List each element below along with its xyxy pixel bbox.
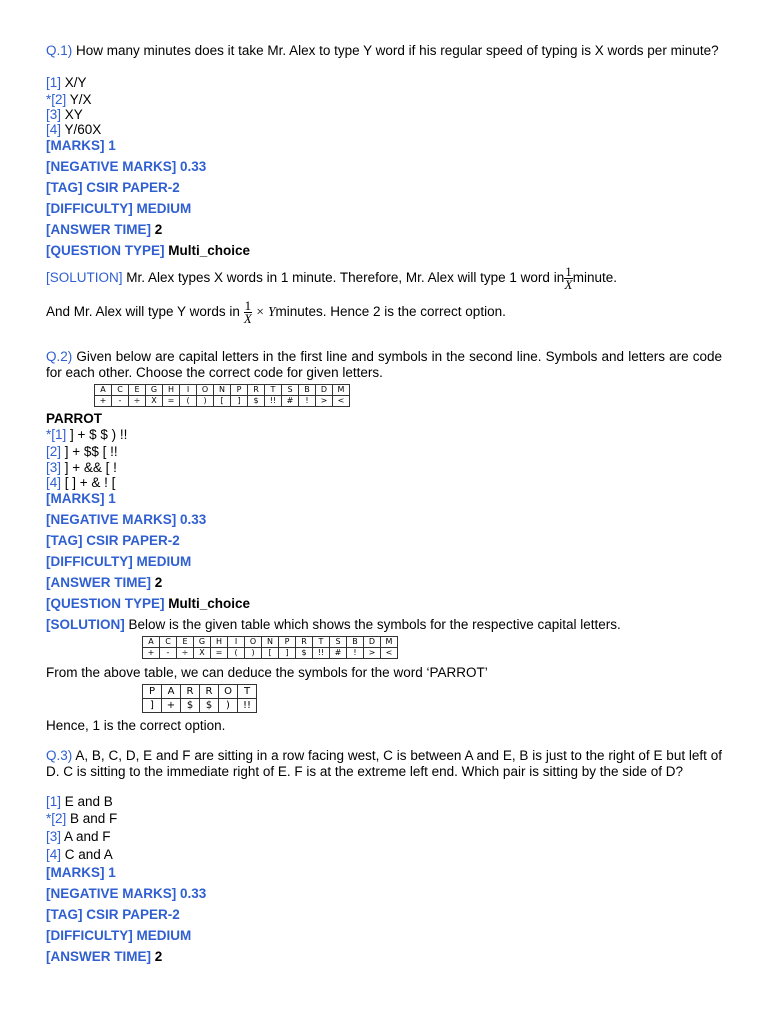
letter-cell: H [163, 385, 180, 396]
symbol-cell: ÷ [177, 648, 194, 659]
q2-solution-code-table [142, 636, 398, 659]
symbol-cell: + [95, 396, 112, 407]
symbol-cell: = [163, 396, 180, 407]
letter-cell: B [347, 637, 364, 648]
parrot-symbol-cell: + [162, 699, 181, 713]
q1-solution-2: And Mr. Alex will type Y words in $\frac{1}{X}$ × Yminutes. Hence 2 is the correct option. [46, 298, 506, 326]
code-symbols-row [95, 396, 350, 407]
q2-parrot-table [142, 684, 257, 713]
letter-cell: S [282, 385, 299, 396]
q2-option-3: [3] ] + && [ ! [46, 460, 117, 475]
q1-option-1: [1] X/Y [46, 75, 87, 90]
letter-cell: A [95, 385, 112, 396]
parrot-letter-cell: O [219, 685, 238, 699]
q3-marks: [MARKS] 1 [46, 865, 116, 880]
symbol-cell: - [112, 396, 129, 407]
letter-cell: C [160, 637, 177, 648]
q1-fraction-2: $\frac{1}{X}$ [243, 298, 252, 326]
symbol-cell: # [330, 648, 347, 659]
q2-option-4: [4] [ ] + & ! [ [46, 475, 116, 490]
letter-cell: P [231, 385, 248, 396]
parrot-letters-row [143, 685, 257, 699]
symbol-cell: X [194, 648, 211, 659]
parrot-symbol-cell: !! [238, 699, 257, 713]
symbol-cell: ÷ [129, 396, 146, 407]
letter-cell: T [265, 385, 282, 396]
symbol-cell: > [364, 648, 381, 659]
q1-question [46, 43, 722, 59]
symbol-cell: ) [245, 648, 262, 659]
q2-number: Q.2) [46, 349, 73, 364]
parrot-letter-cell: P [143, 685, 162, 699]
symbol-cell: !! [313, 648, 330, 659]
symbol-cell: ( [180, 396, 197, 407]
parrot-letter-cell: A [162, 685, 181, 699]
letter-cell: S [330, 637, 347, 648]
symbol-cell: [ [214, 396, 231, 407]
q1-fraction: $\frac{1}{X}$ [564, 264, 573, 292]
letter-cell: E [177, 637, 194, 648]
symbol-cell: ! [299, 396, 316, 407]
letter-cell: M [333, 385, 350, 396]
parrot-letter-cell: R [200, 685, 219, 699]
parrot-letter-cell: T [238, 685, 257, 699]
q2-code-table [94, 384, 350, 407]
letter-cell: B [299, 385, 316, 396]
symbol-cell: !! [265, 396, 282, 407]
q3-negative-marks: [NEGATIVE MARKS] 0.33 [46, 886, 207, 901]
letter-cell: N [262, 637, 279, 648]
letter-cell: E [129, 385, 146, 396]
q3-answer-time: [ANSWER TIME] 2 [46, 949, 163, 964]
q3-option-2: *[2] B and F [46, 811, 118, 826]
q2-deduce: From the above table, we can deduce the symbols for the word ‘PARROT’ [46, 665, 488, 680]
parrot-letter-cell: R [181, 685, 200, 699]
letter-cell: M [381, 637, 398, 648]
symbol-cell: > [316, 396, 333, 407]
letter-cell: P [279, 637, 296, 648]
q1-question-type: [QUESTION TYPE] Multi_choice [46, 243, 251, 258]
symbol-cell: ] [279, 648, 296, 659]
symbol-cell: < [381, 648, 398, 659]
symbol-cell: < [333, 396, 350, 407]
q3-question [46, 748, 722, 780]
q2-option-1: *[1] ] + $ $ ) !! [46, 427, 128, 442]
letter-cell: C [112, 385, 129, 396]
q2-solution: [SOLUTION] Below is the given table which shows the symbols for the respective capital letters. [46, 617, 621, 632]
letter-cell: R [296, 637, 313, 648]
letter-cell: D [364, 637, 381, 648]
symbol-cell: + [143, 648, 160, 659]
q3-number: Q.3) [46, 748, 73, 763]
q1-answer-time: [ANSWER TIME] 2 [46, 222, 163, 237]
parrot-symbol-cell: ] [143, 699, 162, 713]
q2-hence: Hence, 1 is the correct option. [46, 718, 226, 733]
solution-letters-row [143, 637, 398, 648]
q2-question [46, 349, 722, 381]
q3-difficulty: [DIFFICULTY] MEDIUM [46, 928, 192, 943]
solution-symbols-row [143, 648, 398, 659]
q2-question-type: [QUESTION TYPE] Multi_choice [46, 596, 251, 611]
letter-cell: I [228, 637, 245, 648]
symbol-cell: # [282, 396, 299, 407]
q2-option-2: [2] ] + $$ [ !! [46, 444, 118, 459]
symbol-cell: $ [296, 648, 313, 659]
q1-option-4: [4] Y/60X [46, 122, 102, 137]
q1-tag: [TAG] CSIR PAPER-2 [46, 180, 180, 195]
code-letters-row [95, 385, 350, 396]
symbol-cell: $ [248, 396, 265, 407]
q1-negative-marks: [NEGATIVE MARKS] 0.33 [46, 159, 207, 174]
letter-cell: O [197, 385, 214, 396]
letter-cell: G [146, 385, 163, 396]
symbol-cell: X [146, 396, 163, 407]
q2-answer-time: [ANSWER TIME] 2 [46, 575, 163, 590]
letter-cell: I [180, 385, 197, 396]
q3-text: A, B, C, D, E and F are sitting in a row facing west, C is between A and E, B is just to the right of E but left of D. C is sitting to the immediate right of E. F is at the extreme left end. Which pair is sitting by the side of D? [46, 748, 722, 779]
q2-text: Given below are capital letters in the first line and symbols in the second line. Symbols and letters are code for each other. Choose the correct code for given letters. [46, 349, 722, 380]
q1-solution: [SOLUTION] Mr. Alex types X words in 1 minute. Therefore, Mr. Alex will type 1 word in $\frac{1}{X}$ minute. [46, 264, 617, 292]
q3-option-1: [1] E and B [46, 794, 113, 809]
parrot-symbols-row [143, 699, 257, 713]
q3-option-4: [4] C and A [46, 847, 113, 862]
symbol-cell: ( [228, 648, 245, 659]
letter-cell: O [245, 637, 262, 648]
symbol-cell: - [160, 648, 177, 659]
symbol-cell: = [211, 648, 228, 659]
q1-option-2: *[2] Y/X [46, 92, 92, 107]
symbol-cell: ] [231, 396, 248, 407]
q1-option-3: [3] XY [46, 107, 83, 122]
parrot-symbol-cell: ) [219, 699, 238, 713]
symbol-cell: ! [347, 648, 364, 659]
symbol-cell: [ [262, 648, 279, 659]
q2-marks: [MARKS] 1 [46, 491, 116, 506]
parrot-symbol-cell: $ [181, 699, 200, 713]
q1-text: How many minutes does it take Mr. Alex to type Y word if his regular speed of typing is X words per minute? [76, 43, 719, 58]
letter-cell: H [211, 637, 228, 648]
q2-negative-marks: [NEGATIVE MARKS] 0.33 [46, 512, 207, 527]
q2-word: PARROT [46, 411, 102, 426]
q1-difficulty: [DIFFICULTY] MEDIUM [46, 201, 192, 216]
letter-cell: T [313, 637, 330, 648]
letter-cell: N [214, 385, 231, 396]
parrot-symbol-cell: $ [200, 699, 219, 713]
letter-cell: D [316, 385, 333, 396]
q1-number: Q.1) [46, 43, 73, 58]
q2-tag: [TAG] CSIR PAPER-2 [46, 533, 180, 548]
q3-option-3: [3] A and F [46, 829, 111, 844]
letter-cell: R [248, 385, 265, 396]
q3-tag: [TAG] CSIR PAPER-2 [46, 907, 180, 922]
letter-cell: G [194, 637, 211, 648]
q2-difficulty: [DIFFICULTY] MEDIUM [46, 554, 192, 569]
symbol-cell: ) [197, 396, 214, 407]
q1-marks: [MARKS] 1 [46, 138, 116, 153]
letter-cell: A [143, 637, 160, 648]
